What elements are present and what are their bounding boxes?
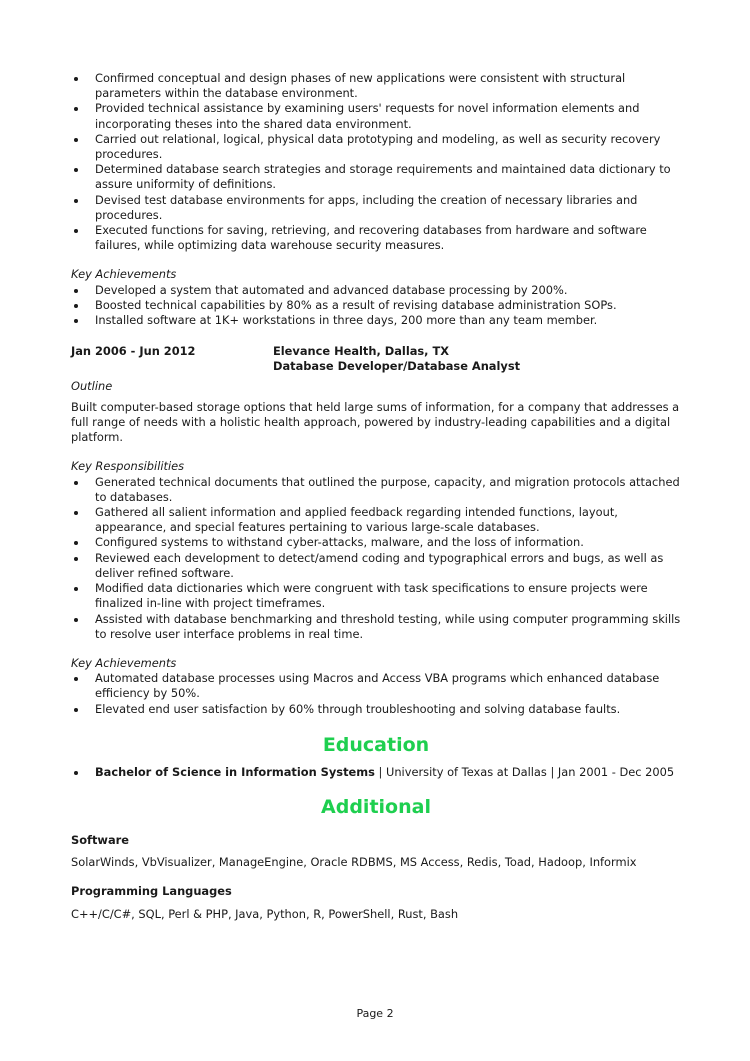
job1-achievements-list <box>71 283 681 329</box>
software-label: Software <box>71 832 129 847</box>
list-item: Assisted with database benchmarking and threshold testing, while using computer programming skills to resolve user interface problems in real time. <box>71 612 681 642</box>
job2-company: Elevance Health, Dallas, TX <box>273 344 450 359</box>
list-item: Configured systems to withstand cyber-attacks, malware, and the loss of information. <box>71 535 681 550</box>
list-item: Executed functions for saving, retrieving, and recovering databases from hardware and software failures, while optimizing data warehouse security measures. <box>71 223 681 253</box>
list-item <box>71 765 681 780</box>
languages-list: C++/C/C#, SQL, Perl & PHP, Java, Python, R, PowerShell, Rust, Bash <box>71 906 459 921</box>
job2-responsibilities-label: Key Responsibilities <box>71 459 185 474</box>
job2-dates: Jan 2006 - Jun 2012 <box>71 344 196 359</box>
list-item: Confirmed conceptual and design phases of new applications were consistent with structural parameters within the database environment. <box>71 71 681 101</box>
job2-org <box>273 344 520 374</box>
job2-title: Database Developer/Database Analyst <box>273 359 521 374</box>
list-item: Developed a system that automated and advanced database processing by 200%. <box>71 283 681 298</box>
job2-achievements-list <box>71 671 681 717</box>
list-item: Generated technical documents that outlined the purpose, capacity, and migration protocols attached to databases. <box>71 475 681 505</box>
list-item: Carried out relational, logical, physical data prototyping and modeling, as well as security recovery procedures. <box>71 132 681 162</box>
job2-achievements-label: Key Achievements <box>71 655 177 670</box>
resume-page-content <box>71 71 681 922</box>
list-item: Modified data dictionaries which were congruent with task specifications to ensure projects were finalized in-line with project timeframes. <box>71 581 681 611</box>
job2-outline-text: Built computer-based storage options that held large sums of information, for a company that addresses a full range of needs with a holistic health approach, powered by industry-leading capabilities and a digital platform. <box>71 399 680 445</box>
job1-responsibilities-list <box>71 71 681 253</box>
education-heading: Education <box>322 733 430 756</box>
education-list <box>71 765 681 780</box>
list-item: Boosted technical capabilities by 80% as a result of revising database administration SOPs. <box>71 298 681 313</box>
languages-label: Programming Languages <box>71 884 232 899</box>
software-list: SolarWinds, VbVisualizer, ManageEngine, Oracle RDBMS, MS Access, Redis, Toad, Hadoop, Informix <box>71 855 637 870</box>
education-degree: Bachelor of Science in Information Systems <box>95 764 375 779</box>
list-item: Reviewed each development to detect/amend coding and typographical errors and bugs, as well as deliver refined software. <box>71 551 681 581</box>
list-item: Provided technical assistance by examining users' requests for novel information elements and incorporating theses into the shared data environment. <box>71 101 681 131</box>
job2-header <box>71 344 681 374</box>
list-item: Automated database processes using Macros and Access VBA programs which enhanced database efficiency by 50%. <box>71 671 681 701</box>
job2-outline-label: Outline <box>71 378 113 393</box>
list-item: Installed software at 1K+ workstations in three days, 200 more than any team member. <box>71 313 681 328</box>
additional-heading: Additional <box>321 795 431 818</box>
list-item: Devised test database environments for apps, including the creation of necessary libraries and procedures. <box>71 193 681 223</box>
list-item: Determined database search strategies and storage requirements and maintained data dictionary to assure uniformity of definitions. <box>71 162 681 192</box>
job2-responsibilities-list <box>71 475 681 642</box>
list-item: Elevated end user satisfaction by 60% through troubleshooting and solving database faults. <box>71 702 681 717</box>
job1-achievements-label: Key Achievements <box>71 267 177 282</box>
list-item: Gathered all salient information and applied feedback regarding intended functions, layout, appearance, and special features pertaining to various large-scale databases. <box>71 505 681 535</box>
page-number: Page 2 <box>356 1007 394 1020</box>
education-details: | University of Texas at Dallas | Jan 2001 - Dec 2005 <box>374 764 675 779</box>
